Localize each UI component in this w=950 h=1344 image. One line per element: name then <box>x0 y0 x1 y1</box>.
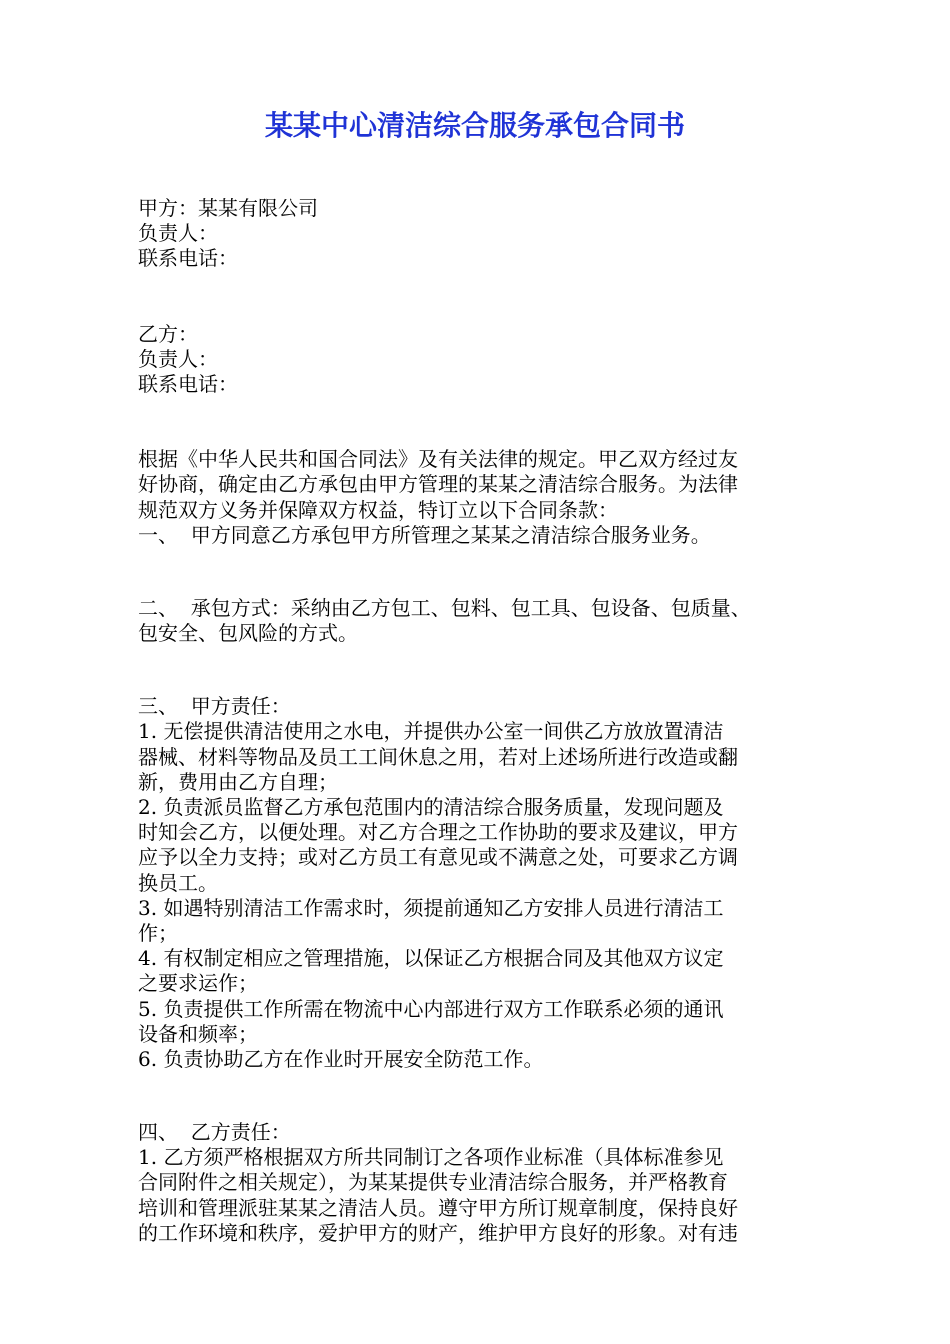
section-3-line: 时知会乙方，以便处理。对乙方合理之工作协助的要求及建议，甲方 <box>138 820 738 845</box>
document-body <box>138 196 838 1246</box>
section-3-line: 器械、材料等物品及员工工间休息之用，若对上述场所进行改造或翻 <box>138 744 738 769</box>
section-4 <box>138 1120 838 1246</box>
section-3-line: 换员工。 <box>138 870 218 895</box>
preamble-paragraph <box>138 447 838 548</box>
preamble-line: 根据《中华人民共和国合同法》及有关法律的规定。甲乙双方经过友 <box>138 447 738 472</box>
section-4-line: 合同附件之相关规定），为某某提供专业清洁综合服务，并严格教育 <box>138 1170 728 1195</box>
section-4-line: 1. 乙方须严格根据双方所共同制订之各项作业标准（具体标准参见 <box>138 1145 724 1170</box>
section-4-line: 的工作环境和秩序，爱护甲方的财产，维护甲方良好的形象。对有违 <box>138 1220 738 1245</box>
preamble-line: 规范双方义务并保障双方权益，特订立以下合同条款： <box>138 497 618 522</box>
section-3-line: 之要求运作； <box>138 971 258 996</box>
preamble-line: 好协商，确定由乙方承包由甲方管理的某某之清洁综合服务。为法律 <box>138 472 738 497</box>
party-b-representative: 负责人： <box>138 346 218 371</box>
section-2-line: 包安全、包风险的方式。 <box>138 621 358 646</box>
document-title: 某某中心清洁综合服务承包合同书 <box>264 109 685 142</box>
section-3-line: 4. 有权制定相应之管理措施，以保证乙方根据合同及其他双方议定 <box>138 946 724 971</box>
section-2 <box>138 596 838 646</box>
section-4-line: 培训和管理派驻某某之清洁人员。遵守甲方所订规章制度，保持良好 <box>138 1195 738 1220</box>
section-4-heading: 四、 乙方责任： <box>138 1120 291 1145</box>
section-3-line: 2. 负责派员监督乙方承包范围内的清洁综合服务质量，发现问题及 <box>138 795 724 819</box>
party-b-phone: 联系电话： <box>138 371 238 396</box>
section-3-line: 3. 如遇特别清洁工作需求时，须提前通知乙方安排人员进行清洁工 <box>138 895 724 920</box>
party-b-name: 乙方： <box>138 321 198 346</box>
section-3-line: 设备和频率； <box>138 1021 258 1046</box>
section-3-line: 新，费用由乙方自理； <box>138 769 338 794</box>
section-3-line: 5. 负责提供工作所需在物流中心内部进行双方工作联系必须的通讯 <box>138 996 724 1021</box>
section-2-line: 二、 承包方式：采纳由乙方包工、包料、包工具、包设备、包质量、 <box>138 595 751 620</box>
party-a-name: 甲方：某某有限公司 <box>138 196 318 220</box>
party-a-block <box>138 196 838 272</box>
clause-1: 一、 甲方同意乙方承包甲方所管理之某某之清洁综合服务业务。 <box>138 522 711 547</box>
section-3 <box>138 694 838 1072</box>
section-3-line: 作； <box>138 920 178 945</box>
party-b-block <box>138 322 838 398</box>
party-a-phone: 联系电话： <box>138 246 238 271</box>
section-3-line: 6. 负责协助乙方在作业时开展安全防范工作。 <box>138 1046 544 1071</box>
party-a-representative: 负责人： <box>138 221 218 246</box>
section-3-heading: 三、 甲方责任： <box>138 694 291 719</box>
section-3-line: 应予以全力支持；或对乙方员工有意见或不满意之处，可要求乙方调 <box>138 845 738 870</box>
section-3-line: 1. 无偿提供清洁使用之水电，并提供办公室一间供乙方放放置清洁 <box>138 719 724 744</box>
